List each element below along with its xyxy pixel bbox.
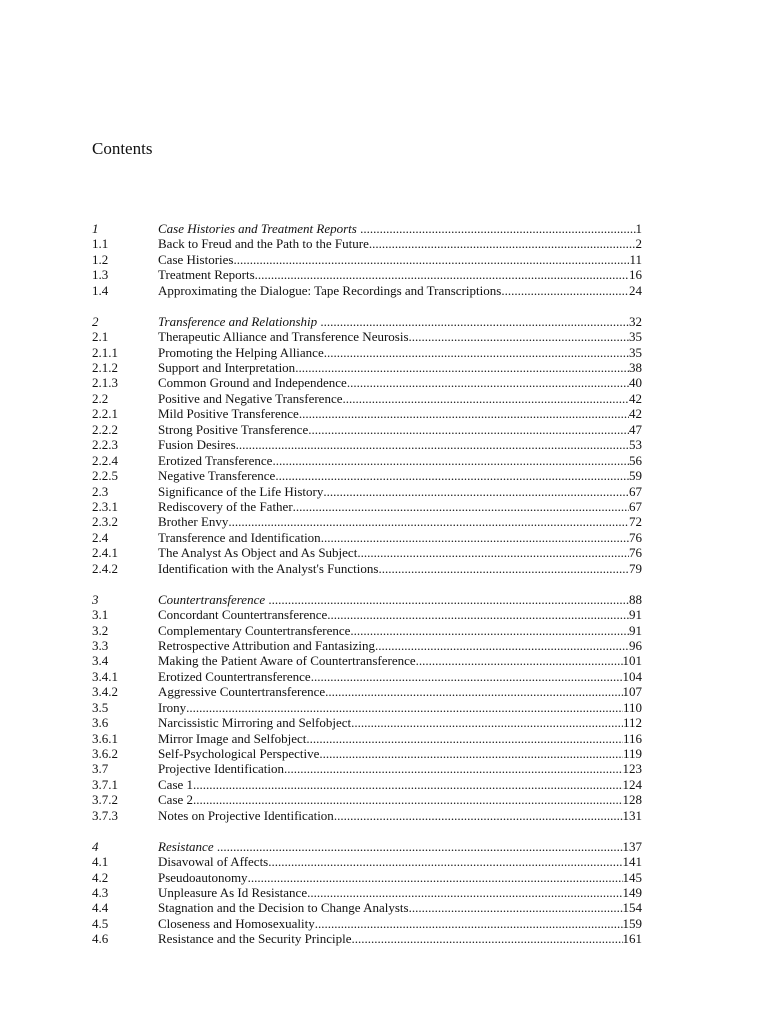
dot-leader	[193, 792, 622, 807]
toc-entry-text	[158, 900, 642, 915]
page-number: 137	[622, 838, 642, 854]
toc-section-entry[interactable]	[92, 715, 642, 730]
toc-section-entry[interactable]	[92, 391, 642, 406]
dot-leader	[378, 561, 629, 576]
page-number: 91	[629, 622, 642, 638]
toc-chapter-block	[92, 592, 642, 824]
toc-chapter-block	[92, 314, 642, 576]
section-number: 2.1	[92, 329, 109, 345]
toc-section-entry[interactable]	[92, 746, 642, 761]
dot-leader	[236, 437, 629, 452]
section-number: 3.4.2	[92, 684, 118, 700]
page-number: 110	[622, 699, 642, 715]
toc-entry-text	[158, 468, 642, 483]
dot-leader	[320, 314, 629, 329]
page-number: 107	[622, 684, 642, 700]
page-number: 67	[629, 483, 642, 499]
toc-section-entry[interactable]	[92, 900, 642, 915]
dot-leader	[357, 545, 629, 560]
toc-entry-text	[158, 761, 642, 776]
toc-entry-text	[158, 221, 642, 236]
page-number: 88	[629, 591, 642, 607]
toc-entry-text	[158, 638, 642, 653]
dot-leader	[233, 252, 629, 267]
toc-section-entry[interactable]	[92, 669, 642, 684]
toc-section-entry[interactable]	[92, 375, 642, 390]
toc-entry-text	[158, 499, 642, 514]
section-title: Retrospective Attribution and Fantasizing	[158, 637, 375, 653]
dot-leader	[360, 221, 635, 236]
section-title: Case Histories	[158, 251, 234, 267]
toc-entry-text	[158, 715, 642, 730]
section-title: Transference and Identification	[158, 529, 321, 545]
dot-leader	[193, 777, 622, 792]
toc-section-entry[interactable]	[92, 514, 642, 529]
section-title: Resistance and the Security Principle	[158, 931, 352, 947]
page-number: 40	[629, 375, 642, 391]
section-number: 1.3	[92, 267, 109, 283]
section-number: 1.4	[92, 282, 109, 298]
toc-section-entry[interactable]	[92, 453, 642, 468]
toc-section-entry[interactable]	[92, 283, 642, 298]
section-number: 3.7	[92, 761, 109, 777]
section-number: 2.1.2	[92, 360, 118, 375]
section-number: 3.1	[92, 607, 109, 623]
toc-entry-text	[158, 252, 642, 267]
section-title: Identification with the Analyst's Functions	[158, 560, 379, 576]
page-number: 119	[622, 746, 642, 761]
section-number: 1.1	[92, 236, 109, 252]
section-number: 2.4.2	[92, 560, 118, 576]
section-number: 2.2.4	[92, 452, 118, 468]
page-number: 76	[629, 545, 642, 561]
page-number: 38	[629, 360, 642, 375]
section-number: 4.5	[92, 915, 109, 931]
section-title: Strong Positive Transference	[158, 421, 309, 437]
toc-section-entry[interactable]	[92, 406, 642, 421]
page-number: 76	[629, 529, 642, 545]
dot-leader	[268, 854, 622, 869]
page-number: 112	[622, 715, 642, 731]
page-number: 131	[622, 807, 642, 823]
toc-entry-text	[158, 530, 642, 545]
section-title: Narcissistic Mirroring and Selfobject	[158, 715, 352, 731]
dot-leader	[315, 916, 623, 931]
dot-leader	[334, 808, 623, 823]
toc-section-entry[interactable]	[92, 607, 642, 622]
page-number: 101	[622, 653, 642, 669]
dot-leader	[416, 653, 623, 668]
toc-entry-text	[158, 484, 642, 499]
page-number: 91	[629, 607, 642, 623]
toc-entry-text	[158, 514, 642, 529]
page-number: 161	[622, 931, 642, 947]
section-number: 3.6	[92, 715, 109, 731]
section-title: Erotized Countertransference	[158, 668, 311, 684]
page-number: 128	[622, 792, 642, 808]
dot-leader	[311, 669, 623, 684]
page-number: 104	[622, 668, 642, 684]
toc-entry-text	[158, 453, 642, 468]
toc-section-entry[interactable]	[92, 684, 642, 699]
section-title: Making the Patient Aware of Countertransference	[158, 653, 416, 669]
section-number: 3.6.2	[92, 746, 118, 761]
section-number: 3.2	[92, 622, 109, 638]
toc-section-entry[interactable]	[92, 792, 642, 807]
page-number: 159	[622, 915, 642, 931]
toc-entry-text	[158, 267, 642, 282]
page-number: 2	[635, 236, 642, 252]
toc-entry-text	[158, 360, 642, 375]
dot-leader	[324, 345, 629, 360]
toc-section-entry[interactable]	[92, 422, 642, 437]
section-number: 4.3	[92, 885, 109, 900]
section-title: Pseudoautonomy	[158, 869, 248, 885]
section-number: 3.4.1	[92, 668, 118, 684]
section-number: 3.5	[92, 699, 109, 715]
dot-leader	[272, 453, 629, 468]
chapter-number: 4	[92, 838, 99, 854]
page-number: 35	[629, 344, 642, 360]
page-number: 42	[629, 406, 642, 422]
chapter-number: 1	[92, 221, 99, 236]
toc-entry-text	[158, 592, 642, 607]
toc-entry-text	[158, 607, 642, 622]
dot-leader	[293, 499, 629, 514]
page-number: 35	[629, 329, 642, 345]
toc-section-entry[interactable]	[92, 530, 642, 545]
toc-entry-text	[158, 746, 642, 761]
toc-section-entry[interactable]	[92, 545, 642, 560]
section-number: 3.4	[92, 653, 109, 669]
toc-section-entry[interactable]	[92, 345, 642, 360]
toc-entry-text	[158, 314, 642, 329]
chapter-title: Resistance	[158, 838, 214, 854]
dot-leader	[369, 236, 636, 251]
dot-leader	[299, 406, 629, 421]
page-number: 72	[629, 514, 642, 530]
section-number: 3.6.1	[92, 730, 118, 746]
section-number: 2.4	[92, 529, 109, 545]
section-title: Complementary Countertransference	[158, 622, 351, 638]
page-number: 53	[629, 437, 642, 453]
page-number: 154	[622, 900, 642, 916]
section-title: Rediscovery of the Father	[158, 498, 293, 514]
section-number: 3.7.2	[92, 792, 118, 808]
section-title: Notes on Projective Identification	[158, 807, 334, 823]
toc-entry-text	[158, 375, 642, 390]
dot-leader	[217, 839, 623, 854]
section-title: The Analyst As Object and As Subject	[158, 545, 358, 561]
dot-leader	[284, 761, 623, 776]
toc-chapter-block	[92, 221, 642, 298]
toc-section-entry[interactable]	[92, 777, 642, 792]
toc-section-entry[interactable]	[92, 916, 642, 931]
toc-section-entry[interactable]	[92, 808, 642, 823]
toc-entry-text	[158, 545, 642, 560]
page-number: 123	[622, 761, 642, 777]
toc-entry-text	[158, 808, 642, 823]
dot-leader	[347, 375, 629, 390]
section-number: 2.3.2	[92, 514, 118, 530]
section-title: Irony	[158, 699, 187, 715]
toc-entry-text	[158, 283, 642, 298]
toc-entry-text	[158, 561, 642, 576]
toc-section-entry[interactable]	[92, 885, 642, 900]
page-number: 67	[629, 498, 642, 514]
chapter-title: Transference and Relationship	[158, 313, 318, 329]
toc-entry-text	[158, 916, 642, 931]
dot-leader	[342, 391, 629, 406]
section-title: Disavowal of Affects	[158, 854, 269, 870]
dot-leader	[375, 638, 629, 653]
dot-leader	[186, 700, 623, 715]
toc-entry-text	[158, 236, 642, 251]
toc-section-entry[interactable]	[92, 870, 642, 885]
toc-entry-text	[158, 329, 642, 344]
toc-section-entry[interactable]	[92, 731, 642, 746]
section-title: Brother Envy	[158, 514, 229, 530]
dot-leader	[321, 530, 629, 545]
section-number: 1.2	[92, 251, 109, 267]
dot-leader	[268, 592, 629, 607]
dot-leader	[323, 484, 629, 499]
page-number: 79	[629, 560, 642, 576]
section-number: 2.3.1	[92, 498, 118, 514]
section-number: 2.1.1	[92, 344, 118, 360]
section-number: 3.7.1	[92, 776, 118, 792]
toc-section-entry[interactable]	[92, 623, 642, 638]
toc-entry-text	[158, 839, 642, 854]
section-title: Mild Positive Transference	[158, 406, 299, 422]
section-title: Closeness and Homosexuality	[158, 915, 315, 931]
toc-section-entry[interactable]	[92, 437, 642, 452]
chapter-title: Case Histories and Treatment Reports	[158, 221, 357, 236]
toc-section-entry[interactable]	[92, 267, 642, 282]
page-number: 1	[635, 221, 642, 236]
chapter-number: 2	[92, 313, 99, 329]
dot-leader	[327, 607, 629, 622]
toc-entry-text	[158, 700, 642, 715]
toc-entry-text	[158, 437, 642, 452]
dot-leader	[248, 870, 623, 885]
dot-leader	[409, 329, 629, 344]
toc-entry-text	[158, 854, 642, 869]
section-title: Positive and Negative Transference	[158, 390, 343, 406]
chapter-title: Countertransference	[158, 591, 266, 607]
toc-chapter-entry[interactable]	[92, 839, 642, 854]
toc-section-entry[interactable]	[92, 236, 642, 251]
dot-leader	[352, 931, 623, 946]
dot-leader	[409, 900, 623, 915]
section-title: Negative Transference	[158, 468, 276, 484]
page-number: 59	[629, 468, 642, 484]
dot-leader	[228, 514, 629, 529]
section-title: Self-Psychological Perspective	[158, 746, 320, 761]
dot-leader	[306, 731, 623, 746]
toc-entry-text	[158, 885, 642, 900]
section-title: Treatment Reports	[158, 267, 255, 283]
page-number: 47	[629, 421, 642, 437]
dot-leader	[255, 267, 629, 282]
toc-section-entry[interactable]	[92, 329, 642, 344]
dot-leader	[350, 623, 629, 638]
section-title: Support and Interpretation	[158, 360, 296, 375]
section-title: Approximating the Dialogue: Tape Recordings and Transcriptions	[158, 282, 502, 298]
toc-entry-text	[158, 870, 642, 885]
toc-entry-text	[158, 422, 642, 437]
toc-section-entry[interactable]	[92, 252, 642, 267]
toc-entry-text	[158, 669, 642, 684]
section-title: Unpleasure As Id Resistance	[158, 885, 308, 900]
chapter-number: 3	[92, 591, 99, 607]
section-title: Mirror Image and Selfobject	[158, 730, 307, 746]
toc-section-entry[interactable]	[92, 484, 642, 499]
section-title: Case 1	[158, 776, 194, 792]
toc-section-entry[interactable]	[92, 468, 642, 483]
section-number: 4.4	[92, 900, 109, 916]
toc-entry-text	[158, 345, 642, 360]
section-title: Case 2	[158, 792, 194, 808]
section-title: Therapeutic Alliance and Transference Neurosis	[158, 329, 409, 345]
page-number: 32	[629, 313, 642, 329]
section-title: Stagnation and the Decision to Change Analysts	[158, 900, 409, 916]
section-number: 2.4.1	[92, 545, 118, 561]
section-number: 2.3	[92, 483, 109, 499]
dot-leader	[501, 283, 629, 298]
toc-section-entry[interactable]	[92, 931, 642, 946]
toc-section-entry[interactable]	[92, 360, 642, 375]
dot-leader	[307, 885, 622, 900]
toc-section-entry[interactable]	[92, 638, 642, 653]
section-title: Significance of the Life History	[158, 483, 324, 499]
toc-section-entry[interactable]	[92, 700, 642, 715]
page-number: 11	[629, 251, 642, 267]
section-title: Promoting the Helping Alliance	[158, 344, 324, 360]
section-number: 3.7.3	[92, 807, 118, 823]
toc-entry-text	[158, 931, 642, 946]
section-number: 3.3	[92, 637, 109, 653]
section-number: 4.2	[92, 869, 109, 885]
page-number: 124	[622, 776, 642, 792]
page-number: 149	[622, 885, 642, 900]
section-title: Aggressive Countertransference	[158, 684, 326, 700]
toc-chapter-entry[interactable]	[92, 314, 642, 329]
section-number: 4.6	[92, 931, 109, 947]
section-number: 2.2.2	[92, 421, 118, 437]
page-number: 96	[629, 637, 642, 653]
page-number: 56	[629, 452, 642, 468]
dot-leader	[319, 746, 623, 761]
toc-chapter-block	[92, 839, 642, 947]
table-of-contents	[92, 221, 642, 962]
toc-section-entry[interactable]	[92, 761, 642, 776]
dot-leader	[275, 468, 629, 483]
toc-section-entry[interactable]	[92, 499, 642, 514]
page-number: 145	[622, 869, 642, 885]
toc-entry-text	[158, 777, 642, 792]
toc-entry-text	[158, 653, 642, 668]
toc-entry-text	[158, 623, 642, 638]
page-number: 42	[629, 390, 642, 406]
section-title: Projective Identification	[158, 761, 284, 777]
page-number: 16	[629, 267, 642, 283]
section-title: Common Ground and Independence	[158, 375, 347, 391]
page-number: 141	[622, 854, 642, 870]
dot-leader	[351, 715, 623, 730]
toc-section-entry[interactable]	[92, 561, 642, 576]
toc-section-entry[interactable]	[92, 653, 642, 668]
toc-chapter-entry[interactable]	[92, 592, 642, 607]
toc-entry-text	[158, 391, 642, 406]
section-number: 2.2.5	[92, 468, 118, 484]
toc-entry-text	[158, 731, 642, 746]
section-title: Concordant Countertransference	[158, 607, 328, 623]
section-number: 2.2	[92, 390, 109, 406]
section-title: Back to Freud and the Path to the Future	[158, 236, 369, 252]
section-number: 2.2.3	[92, 437, 118, 453]
section-number: 2.2.1	[92, 406, 118, 422]
section-number: 2.1.3	[92, 375, 118, 391]
page-title: Contents	[92, 139, 153, 158]
dot-leader	[308, 422, 629, 437]
toc-entry-text	[158, 792, 642, 807]
toc-entry-text	[158, 406, 642, 421]
section-title: Erotized Transference	[158, 452, 273, 468]
page-number: 116	[622, 730, 642, 746]
dot-leader	[325, 684, 622, 699]
section-number: 4.1	[92, 854, 109, 870]
toc-section-entry[interactable]	[92, 854, 642, 869]
section-title: Fusion Desires	[158, 437, 236, 453]
page-number: 24	[629, 282, 642, 298]
dot-leader	[295, 360, 629, 375]
toc-entry-text	[158, 684, 642, 699]
toc-chapter-entry[interactable]	[92, 221, 642, 236]
